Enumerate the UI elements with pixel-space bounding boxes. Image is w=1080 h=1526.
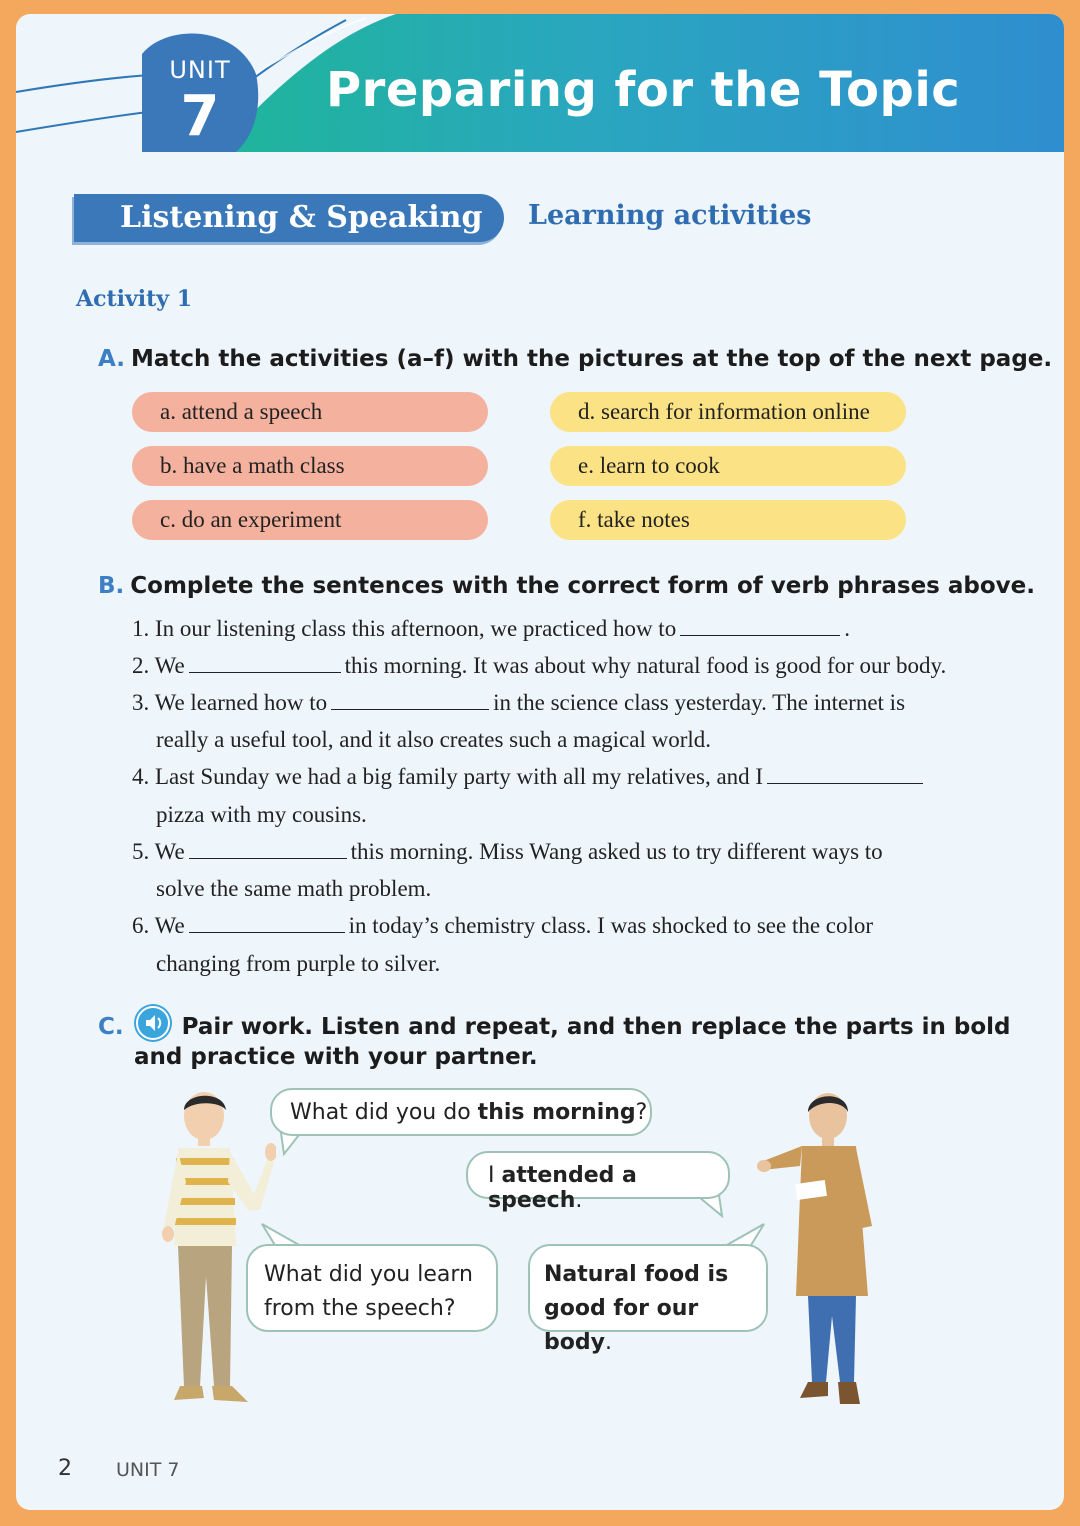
- footer-unit-label: UNIT 7: [116, 1459, 180, 1481]
- part-c-letter: C.: [98, 1014, 124, 1040]
- page-title: Preparing for the Topic: [326, 62, 961, 118]
- speaker-icon[interactable]: [136, 1006, 170, 1040]
- activity-chip-d: d. search for information online: [550, 392, 906, 432]
- bubble-text: .: [575, 1188, 583, 1213]
- sentence-number: 1.: [132, 616, 150, 641]
- sentence-text: In our listening class this afternoon, we practiced how to: [155, 616, 677, 641]
- page-number: 2: [58, 1456, 72, 1481]
- answer-blank[interactable]: [680, 617, 840, 636]
- section-pill-label: Listening & Speaking: [120, 200, 483, 235]
- part-b-heading: [98, 573, 1035, 599]
- answer-blank[interactable]: [189, 654, 341, 673]
- answer-blank[interactable]: [331, 691, 489, 710]
- part-c-heading: [98, 1006, 1011, 1040]
- bubble-text: from the speech?: [264, 1296, 456, 1321]
- bubble-bold-text: attended a speech: [488, 1163, 637, 1213]
- sentence-text: We: [154, 839, 185, 864]
- sentence-text: We: [154, 653, 185, 678]
- sentence-number: 6.: [132, 913, 150, 938]
- activity-chip-a: a. attend a speech: [132, 392, 488, 432]
- sentence-5-continued: solve the same math problem.: [156, 876, 432, 901]
- bubble-text: What did you learn: [264, 1262, 473, 1287]
- bubble-text: What did you do: [290, 1100, 478, 1125]
- unit-number: 7: [180, 84, 220, 149]
- part-c-instruction-line2: and practice with your partner.: [134, 1044, 538, 1070]
- sentence-number: 2.: [132, 653, 150, 678]
- bubble-bold-text: good for our body: [544, 1296, 699, 1355]
- sentence-text: in the science class yesterday. The internet is: [493, 690, 906, 715]
- sentence-1: [132, 616, 850, 642]
- speech-bubble-question-1: [270, 1088, 652, 1136]
- speech-bubble-answer-2: [528, 1244, 768, 1355]
- part-a-letter: A.: [98, 346, 125, 372]
- sentence-text: We: [154, 913, 185, 938]
- sentence-4-continued: pizza with my cousins.: [156, 802, 367, 827]
- sentence-text: this morning. It was about why natural food is good for our body.: [344, 653, 947, 678]
- bubble-bold-text: Natural food is: [544, 1262, 729, 1287]
- answer-blank[interactable]: [189, 840, 347, 859]
- unit-badge: [144, 42, 256, 166]
- part-a-heading: [98, 346, 1052, 372]
- sentence-text: in today’s chemistry class. I was shocked to see the color: [348, 913, 874, 938]
- speech-bubble-question-2: [246, 1244, 498, 1332]
- sentence-5: [132, 839, 883, 865]
- sentence-4: [132, 764, 927, 790]
- speech-bubble-answer-1: [466, 1151, 730, 1213]
- activity-chip-f: f. take notes: [550, 500, 906, 540]
- section-subtitle: Learning activities: [528, 200, 812, 231]
- sentence-number: 5.: [132, 839, 150, 864]
- activity-label: Activity 1: [76, 286, 193, 312]
- sentence-3-continued: really a useful tool, and it also creates such a magical world.: [156, 727, 711, 752]
- unit-word: UNIT: [169, 56, 231, 84]
- activity-chip-b: b. have a math class: [132, 446, 488, 486]
- answer-blank[interactable]: [767, 765, 923, 784]
- part-a-instruction: Match the activities (a–f) with the pictures at the top of the next page.: [130, 346, 1053, 372]
- sentence-text: this morning. Miss Wang asked us to try different ways to: [350, 839, 883, 864]
- activity-chip-c: c. do an experiment: [132, 500, 488, 540]
- bubble-text: .: [604, 1330, 612, 1355]
- scientist-student-illustration: [756, 1086, 886, 1416]
- sentence-number: 3.: [132, 690, 150, 715]
- sentence-text: Last Sunday we had a big family party with all my relatives, and I: [155, 764, 764, 789]
- textbook-page: [16, 14, 1064, 1510]
- bubble-text: I: [488, 1163, 502, 1188]
- answer-blank[interactable]: [189, 914, 345, 933]
- bubble-text: ?: [635, 1100, 648, 1125]
- sentence-number: 4.: [132, 764, 150, 789]
- sentence-2: [132, 653, 946, 679]
- sentence-6: [132, 913, 873, 939]
- activity-chip-e: e. learn to cook: [550, 446, 906, 486]
- sentence-text: .: [844, 616, 850, 641]
- sentence-3: [132, 690, 905, 716]
- sentence-6-continued: changing from purple to silver.: [156, 951, 441, 976]
- part-c-instruction-line1: Pair work. Listen and repeat, and then replace the parts in bold: [181, 1014, 1011, 1040]
- bubble-bold-text: this morning: [477, 1100, 636, 1125]
- section-pill: [74, 194, 504, 242]
- part-b-instruction: Complete the sentences with the correct form of verb phrases above.: [130, 573, 1035, 599]
- part-b-letter: B.: [98, 573, 125, 599]
- sentence-text: We learned how to: [154, 690, 328, 715]
